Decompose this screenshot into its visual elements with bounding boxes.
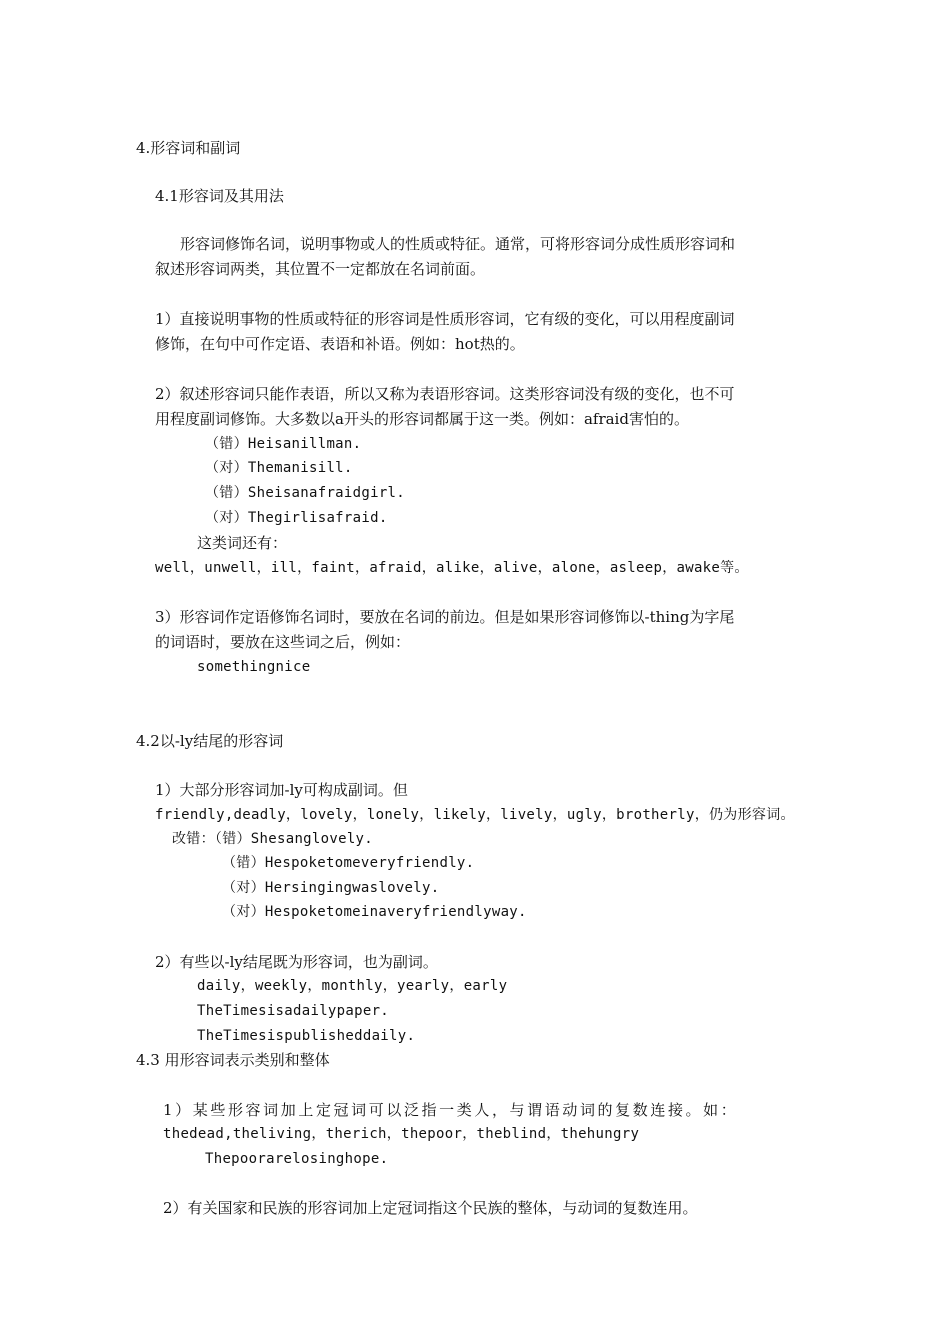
section-heading-4-1: 4.1形容词及其用法 (155, 187, 284, 205)
intro-line-1: 形容词修饰名词，说明事物或人的性质或特征。通常，可将形容词分成性质形容词和 (180, 235, 736, 253)
point-2-line-2: 用程度副词修饰。大多数以a开头的形容词都属于这一类。例如：afraid害怕的。 (155, 410, 689, 428)
example-line: （错）Hespoketomeveryfriendly. (222, 855, 475, 871)
also-label: 这类词还有： (197, 534, 288, 552)
example-line: （错）Sheisanafraidgirl. (205, 485, 406, 501)
point-3-line-1: 3）形容词作定语修饰名词时，要放在名词的前边。但是如果形容词修饰以-thing为字尾 (155, 608, 735, 626)
s2-point-1: 1）大部分形容词加-ly可构成副词。但 (155, 781, 408, 799)
section-heading-4-3: 4.3 用形容词表示类别和整体 (136, 1051, 330, 1069)
point-3-line-2: 的词语时，要放在这些词之后，例如： (155, 633, 411, 651)
example-line: TheTimesisadailypaper. (197, 1003, 390, 1019)
s2-point-2: 2）有些以-ly结尾既为形容词，也为副词。 (155, 953, 438, 971)
word-list: thedead,theliving，therich，thepoor，theblind，thehungry (163, 1126, 640, 1142)
word-list: friendly,deadly，lovely，lonely，likely，lively，ugly，brotherly，仍为形容词。 (155, 807, 795, 823)
point-1-line-2: 修饰，在句中可作定语、表语和补语。例如：hot热的。 (155, 335, 525, 353)
point-1-line-1: 1）直接说明事物的性质或特征的形容词是性质形容词，它有级的变化，可以用程度副词 (155, 310, 735, 328)
point-2-line-1: 2）叙述形容词只能作表语，所以又称为表语形容词。这类形容词没有级的变化，也不可 (155, 385, 735, 403)
example-line: TheTimesispublisheddaily. (197, 1028, 416, 1044)
s3-point-1: 1）某些形容词加上定冠词可以泛指一类人，与谓语动词的复数连接。如： (163, 1101, 739, 1119)
example-line: somethingnice (197, 659, 311, 675)
s3-point-2: 2）有关国家和民族的形容词加上定冠词指这个民族的整体，与动词的复数连用。 (163, 1199, 698, 1217)
example-line: （对）Thegirlisafraid. (205, 510, 388, 526)
example-line: （错）Heisanillman. (205, 436, 362, 452)
section-heading-4: 4.形容词和副词 (136, 139, 241, 157)
example-line: （对）Hespoketomeinaveryfriendlyway. (222, 904, 527, 920)
word-list: daily，weekly，monthly，yearly，early (197, 978, 508, 994)
example-line: （对）Hersingingwaslovely. (222, 880, 440, 896)
example-line: Thepoorarelosinghope. (205, 1151, 389, 1167)
word-list: well，unwell，ill，faint，afraid，alike，alive，alone，asleep，awake等。 (155, 560, 749, 576)
example-line: （对）Themanisill. (205, 460, 353, 476)
section-heading-4-2: 4.2以-ly结尾的形容词 (136, 732, 284, 750)
intro-line-2: 叙述形容词两类，其位置不一定都放在名词前面。 (155, 260, 486, 278)
example-line: 改错：（错）Shesanglovely. (172, 831, 374, 847)
